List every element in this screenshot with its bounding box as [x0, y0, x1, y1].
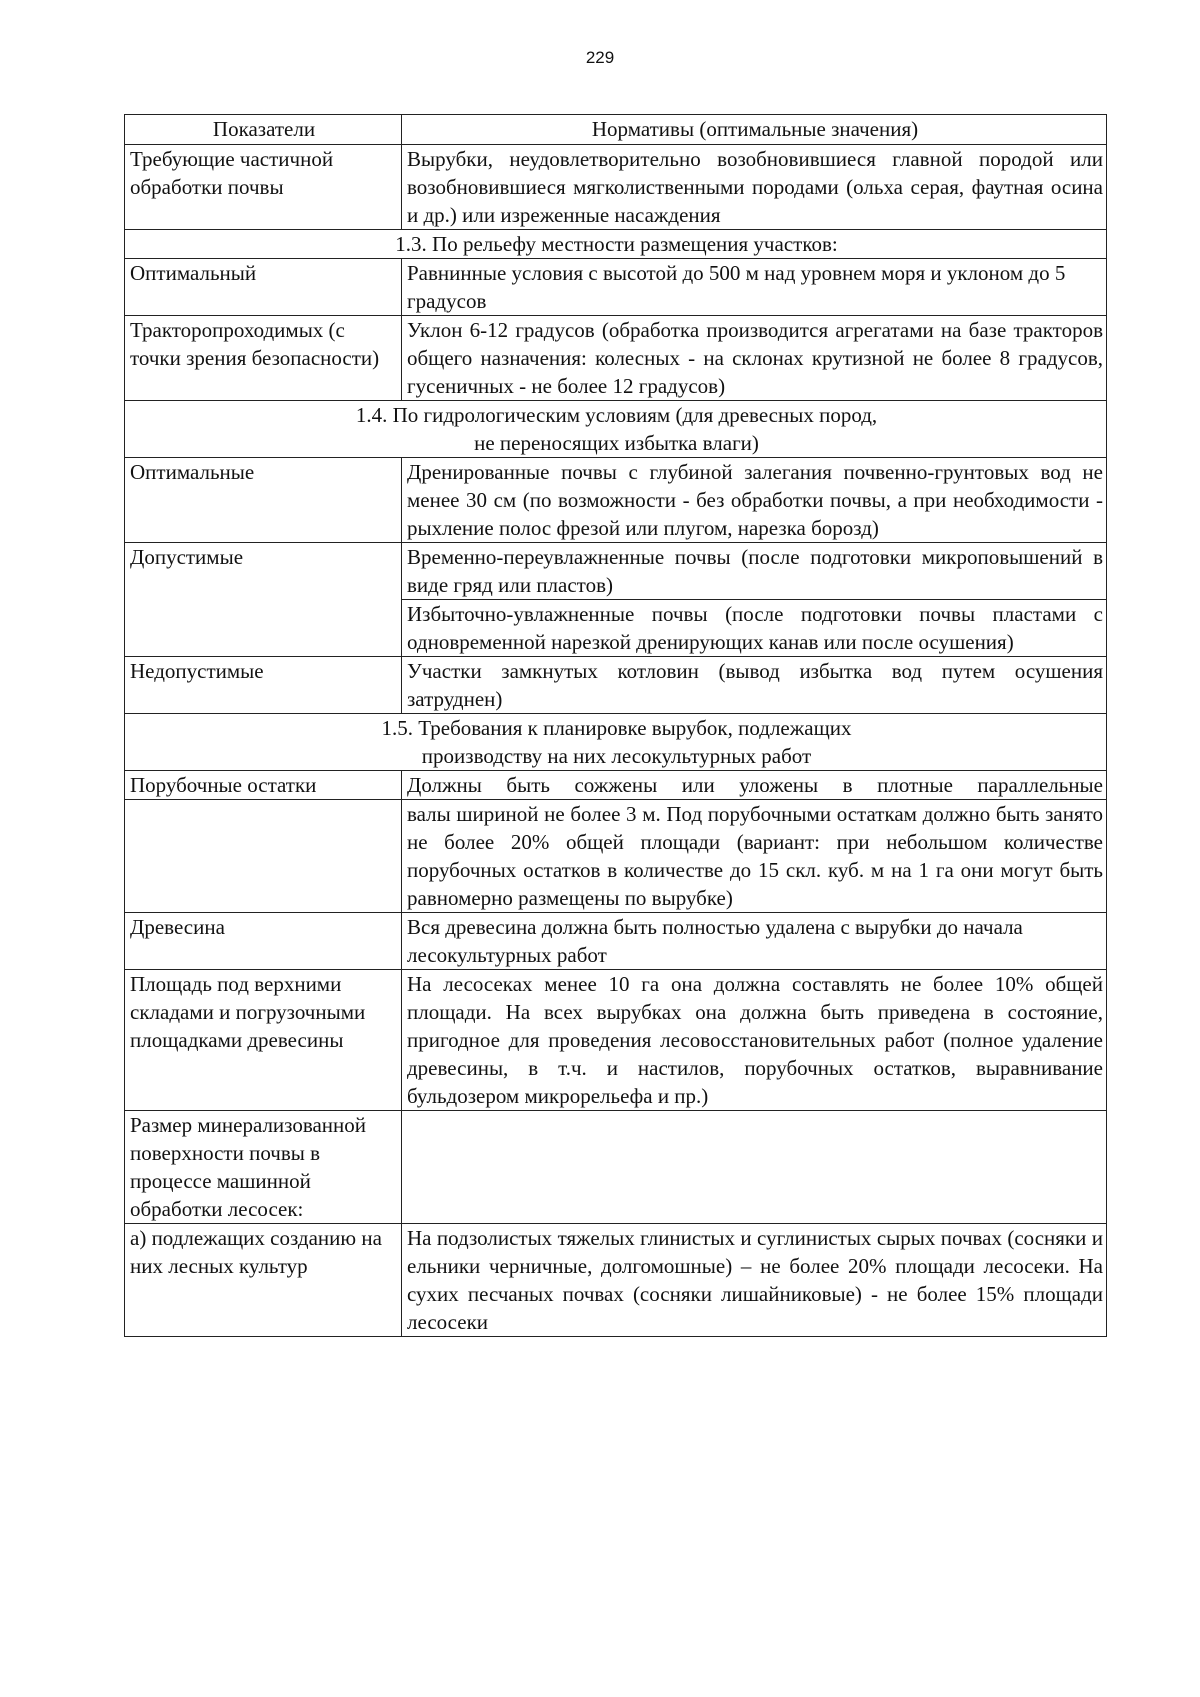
section-row: [125, 714, 1107, 771]
table-row: [125, 913, 1107, 970]
table-row: [125, 771, 1107, 800]
row-value: Временно-переувлажненные почвы (после подготовки микроповышений в виде гряд или пластов): [402, 543, 1107, 600]
row-value: Участки замкнутых котловин (вывод избытка вод путем осушения затруднен): [402, 657, 1107, 714]
table-header-row: [125, 115, 1107, 145]
row-value: [402, 1111, 1107, 1224]
row-label: Допустимые: [125, 543, 402, 657]
page-number: 229: [585, 48, 615, 67]
table-row: [125, 145, 1107, 230]
section-row: [125, 401, 1107, 458]
row-value: Равнинные условия с высотой до 500 м над уровнем моря и уклоном до 5 градусов: [402, 259, 1107, 316]
section-title-line: производству на них лесокультурных работ: [421, 744, 812, 768]
row-value: Вся древесина должна быть полностью удалена с вырубки до начала лесокультурных работ: [402, 913, 1107, 970]
table-row: [125, 970, 1107, 1111]
table-row: [125, 458, 1107, 543]
row-value: Уклон 6-12 градусов (обработка производится агрегатами на базе тракторов общего назначения: колесных - на склонах крутизной не более 8 градусов, гусеничных - не более 12 градусов): [402, 316, 1107, 401]
row-label: а) подлежащих созданию на них лесных культур: [125, 1224, 402, 1337]
row-label: Площадь под верхними складами и погрузочными площадками древесины: [125, 970, 402, 1111]
table-row: [125, 1224, 1107, 1337]
row-label-empty: [125, 800, 402, 913]
row-value: Дренированные почвы с глубиной залегания почвенно-грунтовых вод не менее 30 см (по возможности - без обработки почвы, а при необходимости - рыхление полос фрезой или плугом, нарезка борозд): [402, 458, 1107, 543]
section-title: 1.3. По рельефу местности размещения участков:: [125, 230, 1107, 259]
row-label: Размер минерализованной поверхности почвы в процессе машинной обработки лесосек:: [125, 1111, 402, 1224]
table-row: [125, 800, 1107, 913]
table-row: [125, 316, 1107, 401]
row-label: Древесина: [125, 913, 402, 970]
row-value: валы шириной не более 3 м. Под порубочными остаткам должно быть занято не более 20% общей площади (вариант: при небольшом количестве порубочных остатков в количестве до 15 скл. куб. м на 1 га они могут быть равномерно размещены по вырубке): [402, 800, 1107, 913]
section-row: [125, 230, 1107, 259]
header-indicators: Показатели: [125, 115, 402, 145]
row-label: Оптимальные: [125, 458, 402, 543]
row-value: Вырубки, неудовлетворительно возобновившиеся главной породой или возобновившиеся мягколиственными породами (ольха серая, фаутная осина и др.) или изреженные насаждения: [402, 145, 1107, 230]
row-label: Недопустимые: [125, 657, 402, 714]
table-row: [125, 657, 1107, 714]
row-label: Порубочные остатки: [125, 771, 402, 800]
row-value: Должны быть сожжены или уложены в плотные параллельные: [402, 771, 1107, 800]
row-label: Тракторопроходимых (с точки зрения безопасности): [125, 316, 402, 401]
row-value: На лесосеках менее 10 га она должна составлять не более 10% общей площади. На всех вырубках она должна быть приведена в состояние, пригодное для проведения лесовосстановительных работ (полное удаление древесины, в т.ч. и настилов, порубочных остатков, выравнивание бульдозером микрорельефа и пр.): [402, 970, 1107, 1111]
section-title: [125, 714, 1107, 771]
table-row: [125, 543, 1107, 600]
section-title: [125, 401, 1107, 458]
table-row: [125, 1111, 1107, 1224]
row-value: На подзолистых тяжелых глинистых и суглинистых сырых почвах (сосняки и ельники черничные, долгомошные) – не более 20% площади лесосеки. На сухих песчаных почвах (сосняки лишайниковые) - не более 15% площади лесосеки: [402, 1224, 1107, 1337]
row-label: Оптимальный: [125, 259, 402, 316]
row-label: Требующие частичной обработки почвы: [125, 145, 402, 230]
norms-table: [124, 114, 1107, 1337]
table-row: [125, 259, 1107, 316]
section-title-line: 1.4. По гидрологическим условиям (для древесных пород,: [355, 403, 878, 427]
header-norms: Нормативы (оптимальные значения): [402, 115, 1107, 145]
section-title-line: 1.5. Требования к планировке вырубок, подлежащих: [381, 716, 852, 740]
section-title-line: не переносящих избытка влаги): [474, 431, 759, 455]
row-value: Избыточно-увлажненные почвы (после подготовки почвы пластами с одновременной нарезкой дренирующих канав или после осушения): [402, 600, 1107, 657]
